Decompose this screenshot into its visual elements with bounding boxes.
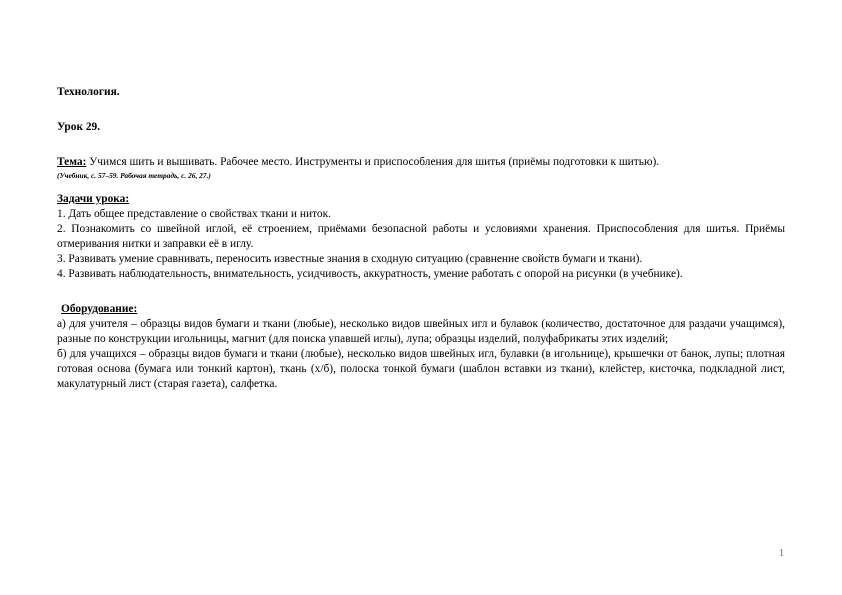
textbook-reference: (Учебник, с. 57–59. Рабочая тетрадь, с. 26, 27.) <box>57 171 211 180</box>
task-item: 3. Развивать умение сравнивать, переносить известные знания в сходную ситуацию (сравнение свойств бумаги и ткани). <box>57 253 643 265</box>
equipment-item: б) для учащихся – образцы видов бумаги и ткани (любые), несколько видов швейных игл, булавки (в игольнице), крышечки от банок, лупы; плотная готовая основа (бумага или тонкий картон), ткань (х/б), полоска тонкой бумаги (шаблон вставки из ткани), клейстер, кисточка, подкладной лист, макулатурный лист (старая газета), салфетка. <box>57 348 785 390</box>
topic-paragraph <box>57 155 785 170</box>
task-item: 1. Дать общее представление о свойствах ткани и ниток. <box>57 208 331 220</box>
page-number: 1 <box>779 548 784 559</box>
subject-heading: Технология. <box>57 86 120 98</box>
topic-label: Тема: <box>57 156 87 168</box>
topic-text: Учимся шить и вышивать. Рабочее место. Инструменты и приспособления для шитья (приёмы подготовки к шитью). <box>86 156 660 168</box>
task-item: 2. Познакомить со швейной иглой, её строением, приёмами безопасной работы и условиями хранения. Приспособления для шитья. Приёмы отмеривания нитки и заправки её в иглу. <box>57 223 785 250</box>
equipment-heading: Оборудование: <box>61 303 138 315</box>
lesson-heading: Урок 29. <box>57 121 101 133</box>
task-item: 4. Развивать наблюдательность, внимательность, усидчивость, аккуратность, умение работать с опорой на рисунки (в учебнике). <box>57 268 683 280</box>
tasks-heading: Задачи урока: <box>57 193 130 205</box>
document-page <box>57 85 785 392</box>
equipment-item: а) для учителя – образцы видов бумаги и ткани (любые), несколько видов швейных игл и булавок (количество, достаточное для раздачи учащимся), разные по конструкции игольницы, магнит (для поиска упавшей иглы), лупа; образцы изделий, полуфабрикаты этих изделий; <box>57 318 785 345</box>
